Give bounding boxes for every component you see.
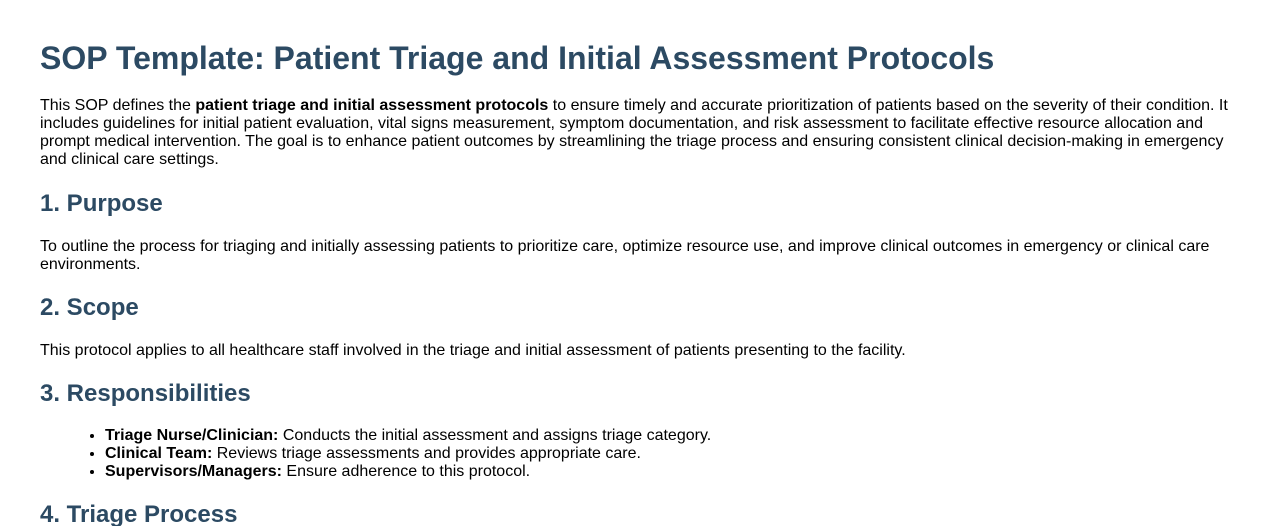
list-item [105,445,711,463]
intro-text-after: to ensure timely and accurate prioritization of patients based on the severity of their condition. It includes guidelines for initial patient evaluation, vital signs measurement, symptom documentation, and risk assessment to facilitate effective resource allocation and prompt medical intervention. The goal is to enhance patient outcomes by streamlining the triage process and ensuring consistent clinical decision-making in emergency and clinical care settings. [40,97,1228,168]
list-item [105,463,711,481]
purpose-heading: 1. Purpose [40,190,163,217]
scope-text: This protocol applies to all healthcare staff involved in the triage and initial assessment of patients presenting to the facility. [40,342,906,359]
purpose-text: To outline the process for triaging and initially assessing patients to prioritize care, optimize resource use, and improve clinical outcomes in emergency or clinical care environments. [40,238,1210,273]
responsibilities-list [40,427,711,481]
scope-heading: 2. Scope [40,294,139,321]
responsibilities-heading: 3. Responsibilities [40,380,251,407]
role-label: Triage Nurse/Clinician: [105,427,279,444]
intro-paragraph [40,97,1230,169]
intro-text-before: This SOP defines the [40,97,196,114]
role-label: Supervisors/Managers: [105,463,282,480]
triage-process-heading: 4. Triage Process [40,501,238,526]
list-item [105,427,711,445]
role-description: Reviews triage assessments and provides appropriate care. [212,445,641,462]
role-description: Conducts the initial assessment and assigns triage category. [278,427,712,444]
page-title: SOP Template: Patient Triage and Initial Assessment Protocols [40,40,995,76]
intro-text-bold: patient triage and initial assessment protocols [195,97,549,114]
role-description: Ensure adherence to this protocol. [281,463,531,480]
role-label: Clinical Team: [105,445,213,462]
